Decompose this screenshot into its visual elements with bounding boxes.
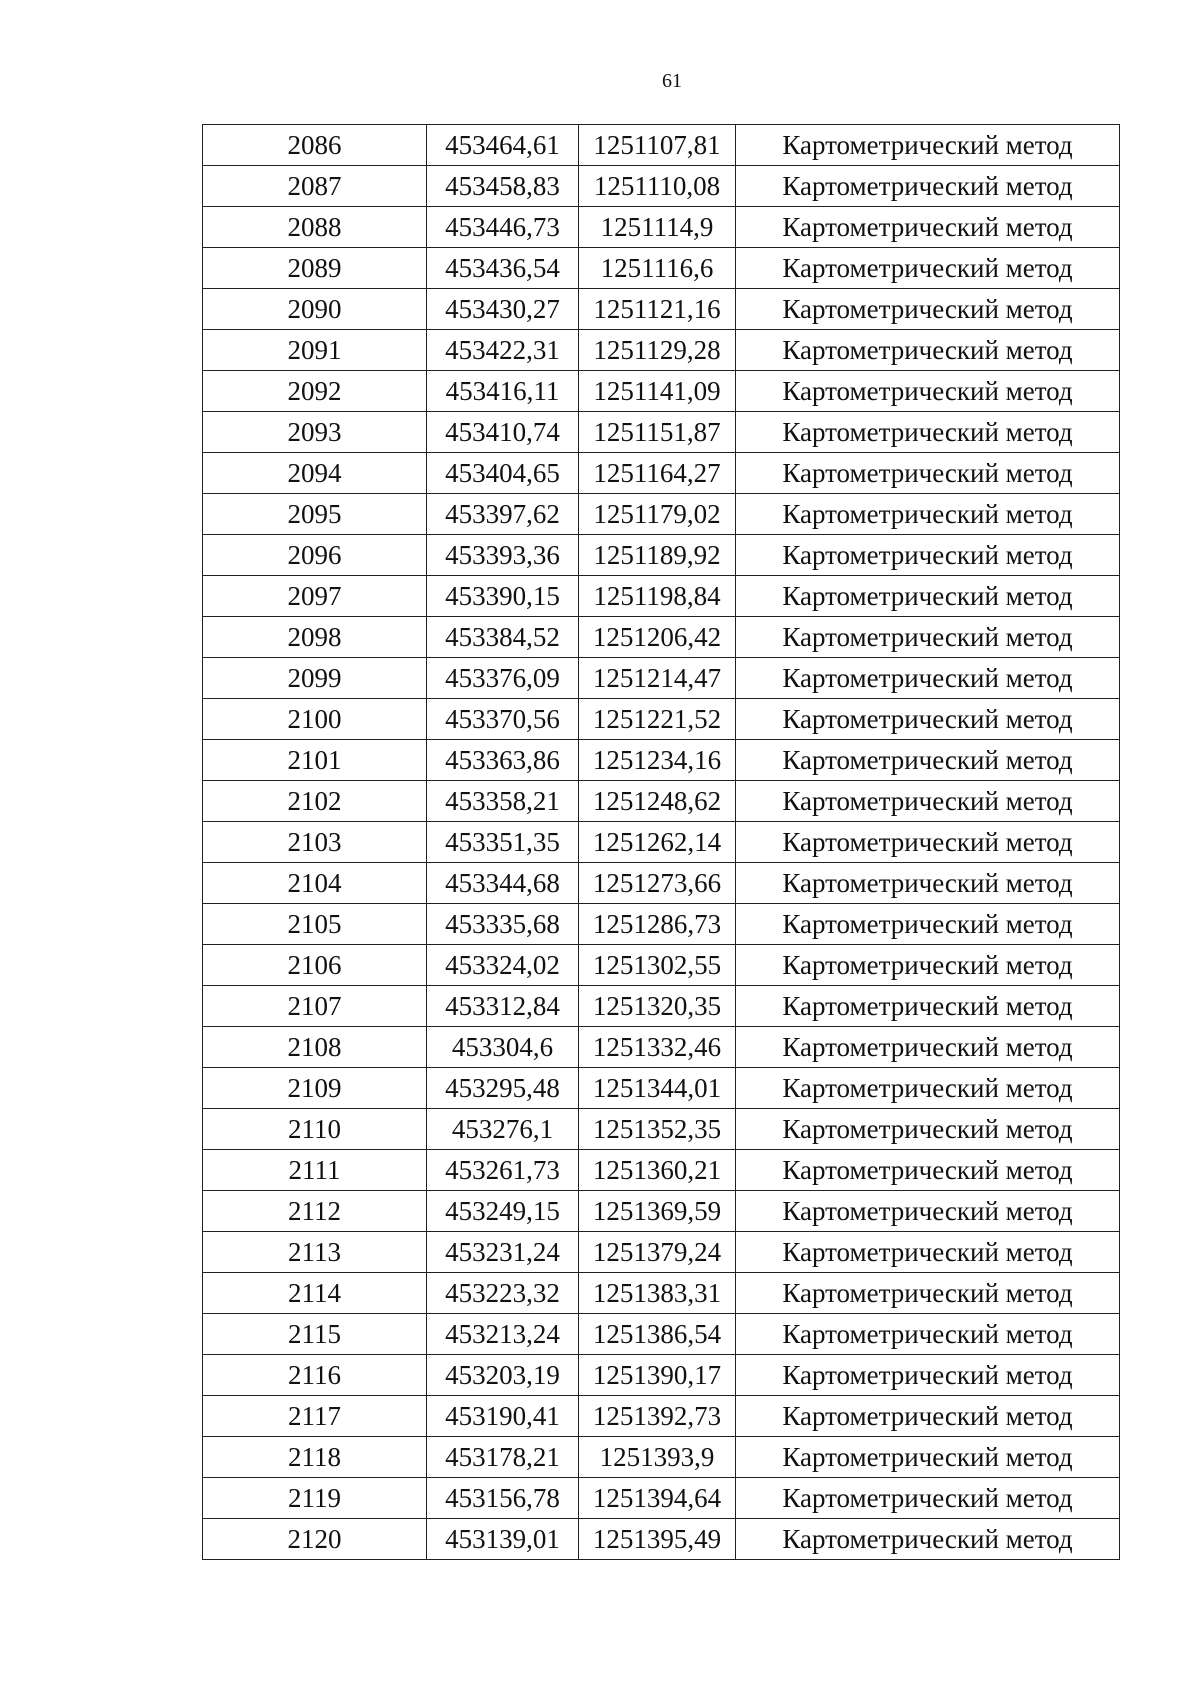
table-row: [203, 781, 1120, 822]
y-coordinate-cell: 1251129,28: [579, 330, 736, 371]
table-row: [203, 863, 1120, 904]
x-coordinate-cell: 453416,11: [427, 371, 579, 412]
x-coordinate-cell: 453410,74: [427, 412, 579, 453]
x-coordinate-cell: 453446,73: [427, 207, 579, 248]
table-row: [203, 371, 1120, 412]
method-cell: Картометрический метод: [736, 576, 1120, 617]
method-cell: Картометрический метод: [736, 494, 1120, 535]
y-coordinate-cell: 1251273,66: [579, 863, 736, 904]
x-coordinate-cell: 453344,68: [427, 863, 579, 904]
method-cell: Картометрический метод: [736, 289, 1120, 330]
method-cell: Картометрический метод: [736, 1109, 1120, 1150]
y-coordinate-cell: 1251392,73: [579, 1396, 736, 1437]
table-row: [203, 1191, 1120, 1232]
table-row: [203, 207, 1120, 248]
method-cell: Картометрический метод: [736, 863, 1120, 904]
table-row: [203, 1068, 1120, 1109]
method-cell: Картометрический метод: [736, 453, 1120, 494]
point-number-cell: 2112: [203, 1191, 427, 1232]
method-cell: Картометрический метод: [736, 822, 1120, 863]
x-coordinate-cell: 453422,31: [427, 330, 579, 371]
table-row: [203, 166, 1120, 207]
table-row: [203, 248, 1120, 289]
method-cell: Картометрический метод: [736, 1273, 1120, 1314]
method-cell: Картометрический метод: [736, 1478, 1120, 1519]
y-coordinate-cell: 1251286,73: [579, 904, 736, 945]
table-row: [203, 1027, 1120, 1068]
table-row: [203, 822, 1120, 863]
y-coordinate-cell: 1251344,01: [579, 1068, 736, 1109]
table-row: [203, 494, 1120, 535]
point-number-cell: 2091: [203, 330, 427, 371]
y-coordinate-cell: 1251110,08: [579, 166, 736, 207]
method-cell: Картометрический метод: [736, 371, 1120, 412]
method-cell: Картометрический метод: [736, 1519, 1120, 1560]
y-coordinate-cell: 1251394,64: [579, 1478, 736, 1519]
x-coordinate-cell: 453295,48: [427, 1068, 579, 1109]
table-row: [203, 1478, 1120, 1519]
method-cell: Картометрический метод: [736, 412, 1120, 453]
y-coordinate-cell: 1251121,16: [579, 289, 736, 330]
y-coordinate-cell: 1251234,16: [579, 740, 736, 781]
x-coordinate-cell: 453156,78: [427, 1478, 579, 1519]
y-coordinate-cell: 1251390,17: [579, 1355, 736, 1396]
y-coordinate-cell: 1251383,31: [579, 1273, 736, 1314]
point-number-cell: 2118: [203, 1437, 427, 1478]
method-cell: Картометрический метод: [736, 1232, 1120, 1273]
table-row: [203, 658, 1120, 699]
point-number-cell: 2094: [203, 453, 427, 494]
method-cell: Картометрический метод: [736, 330, 1120, 371]
table-row: [203, 535, 1120, 576]
y-coordinate-cell: 1251320,35: [579, 986, 736, 1027]
table-row: [203, 699, 1120, 740]
x-coordinate-cell: 453178,21: [427, 1437, 579, 1478]
method-cell: Картометрический метод: [736, 617, 1120, 658]
method-cell: Картометрический метод: [736, 166, 1120, 207]
table-row: [203, 1109, 1120, 1150]
table-row: [203, 617, 1120, 658]
y-coordinate-cell: 1251198,84: [579, 576, 736, 617]
point-number-cell: 2115: [203, 1314, 427, 1355]
point-number-cell: 2116: [203, 1355, 427, 1396]
x-coordinate-cell: 453223,32: [427, 1273, 579, 1314]
x-coordinate-cell: 453190,41: [427, 1396, 579, 1437]
point-number-cell: 2093: [203, 412, 427, 453]
point-number-cell: 2101: [203, 740, 427, 781]
y-coordinate-cell: 1251352,35: [579, 1109, 736, 1150]
point-number-cell: 2107: [203, 986, 427, 1027]
table-row: [203, 412, 1120, 453]
table-row: [203, 1273, 1120, 1314]
method-cell: Картометрический метод: [736, 945, 1120, 986]
point-number-cell: 2106: [203, 945, 427, 986]
method-cell: Картометрический метод: [736, 699, 1120, 740]
method-cell: Картометрический метод: [736, 740, 1120, 781]
y-coordinate-cell: 1251379,24: [579, 1232, 736, 1273]
x-coordinate-cell: 453363,86: [427, 740, 579, 781]
table-row: [203, 945, 1120, 986]
x-coordinate-cell: 453358,21: [427, 781, 579, 822]
method-cell: Картометрический метод: [736, 1027, 1120, 1068]
y-coordinate-cell: 1251189,92: [579, 535, 736, 576]
table-row: [203, 1314, 1120, 1355]
y-coordinate-cell: 1251206,42: [579, 617, 736, 658]
method-cell: Картометрический метод: [736, 1191, 1120, 1232]
x-coordinate-cell: 453261,73: [427, 1150, 579, 1191]
table-row: [203, 1437, 1120, 1478]
method-cell: Картометрический метод: [736, 658, 1120, 699]
x-coordinate-cell: 453351,35: [427, 822, 579, 863]
y-coordinate-cell: 1251369,59: [579, 1191, 736, 1232]
y-coordinate-cell: 1251248,62: [579, 781, 736, 822]
table-row: [203, 576, 1120, 617]
point-number-cell: 2096: [203, 535, 427, 576]
x-coordinate-cell: 453335,68: [427, 904, 579, 945]
method-cell: Картометрический метод: [736, 1437, 1120, 1478]
x-coordinate-cell: 453436,54: [427, 248, 579, 289]
table-row: [203, 1355, 1120, 1396]
coordinates-table: [202, 124, 1120, 1560]
method-cell: Картометрический метод: [736, 781, 1120, 822]
x-coordinate-cell: 453464,61: [427, 125, 579, 166]
x-coordinate-cell: 453370,56: [427, 699, 579, 740]
point-number-cell: 2100: [203, 699, 427, 740]
x-coordinate-cell: 453249,15: [427, 1191, 579, 1232]
y-coordinate-cell: 1251214,47: [579, 658, 736, 699]
point-number-cell: 2097: [203, 576, 427, 617]
method-cell: Картометрический метод: [736, 986, 1120, 1027]
point-number-cell: 2088: [203, 207, 427, 248]
point-number-cell: 2114: [203, 1273, 427, 1314]
x-coordinate-cell: 453430,27: [427, 289, 579, 330]
x-coordinate-cell: 453390,15: [427, 576, 579, 617]
table-row: [203, 125, 1120, 166]
x-coordinate-cell: 453376,09: [427, 658, 579, 699]
point-number-cell: 2120: [203, 1519, 427, 1560]
method-cell: Картометрический метод: [736, 207, 1120, 248]
x-coordinate-cell: 453404,65: [427, 453, 579, 494]
point-number-cell: 2113: [203, 1232, 427, 1273]
table-row: [203, 740, 1120, 781]
x-coordinate-cell: 453231,24: [427, 1232, 579, 1273]
x-coordinate-cell: 453304,6: [427, 1027, 579, 1068]
y-coordinate-cell: 1251116,6: [579, 248, 736, 289]
x-coordinate-cell: 453393,36: [427, 535, 579, 576]
point-number-cell: 2092: [203, 371, 427, 412]
table-row: [203, 1150, 1120, 1191]
y-coordinate-cell: 1251179,02: [579, 494, 736, 535]
x-coordinate-cell: 453384,52: [427, 617, 579, 658]
x-coordinate-cell: 453312,84: [427, 986, 579, 1027]
coordinates-table-body: [203, 125, 1120, 1560]
table-row: [203, 330, 1120, 371]
x-coordinate-cell: 453458,83: [427, 166, 579, 207]
point-number-cell: 2104: [203, 863, 427, 904]
point-number-cell: 2102: [203, 781, 427, 822]
point-number-cell: 2105: [203, 904, 427, 945]
table-row: [203, 1396, 1120, 1437]
y-coordinate-cell: 1251107,81: [579, 125, 736, 166]
method-cell: Картометрический метод: [736, 1355, 1120, 1396]
y-coordinate-cell: 1251332,46: [579, 1027, 736, 1068]
method-cell: Картометрический метод: [736, 125, 1120, 166]
x-coordinate-cell: 453139,01: [427, 1519, 579, 1560]
y-coordinate-cell: 1251141,09: [579, 371, 736, 412]
x-coordinate-cell: 453203,19: [427, 1355, 579, 1396]
point-number-cell: 2095: [203, 494, 427, 535]
x-coordinate-cell: 453324,02: [427, 945, 579, 986]
y-coordinate-cell: 1251262,14: [579, 822, 736, 863]
point-number-cell: 2089: [203, 248, 427, 289]
point-number-cell: 2087: [203, 166, 427, 207]
table-row: [203, 986, 1120, 1027]
y-coordinate-cell: 1251164,27: [579, 453, 736, 494]
method-cell: Картометрический метод: [736, 1150, 1120, 1191]
y-coordinate-cell: 1251395,49: [579, 1519, 736, 1560]
method-cell: Картометрический метод: [736, 904, 1120, 945]
point-number-cell: 2103: [203, 822, 427, 863]
table-row: [203, 1232, 1120, 1273]
page-number: 61: [662, 70, 682, 92]
method-cell: Картометрический метод: [736, 1314, 1120, 1355]
table-row: [203, 289, 1120, 330]
y-coordinate-cell: 1251393,9: [579, 1437, 736, 1478]
y-coordinate-cell: 1251386,54: [579, 1314, 736, 1355]
method-cell: Картометрический метод: [736, 1068, 1120, 1109]
table-row: [203, 1519, 1120, 1560]
point-number-cell: 2090: [203, 289, 427, 330]
x-coordinate-cell: 453276,1: [427, 1109, 579, 1150]
method-cell: Картометрический метод: [736, 1396, 1120, 1437]
point-number-cell: 2109: [203, 1068, 427, 1109]
x-coordinate-cell: 453213,24: [427, 1314, 579, 1355]
point-number-cell: 2108: [203, 1027, 427, 1068]
method-cell: Картометрический метод: [736, 535, 1120, 576]
y-coordinate-cell: 1251114,9: [579, 207, 736, 248]
y-coordinate-cell: 1251221,52: [579, 699, 736, 740]
point-number-cell: 2119: [203, 1478, 427, 1519]
point-number-cell: 2086: [203, 125, 427, 166]
point-number-cell: 2099: [203, 658, 427, 699]
y-coordinate-cell: 1251151,87: [579, 412, 736, 453]
point-number-cell: 2110: [203, 1109, 427, 1150]
point-number-cell: 2098: [203, 617, 427, 658]
point-number-cell: 2117: [203, 1396, 427, 1437]
method-cell: Картометрический метод: [736, 248, 1120, 289]
table-row: [203, 904, 1120, 945]
table-row: [203, 453, 1120, 494]
x-coordinate-cell: 453397,62: [427, 494, 579, 535]
y-coordinate-cell: 1251302,55: [579, 945, 736, 986]
y-coordinate-cell: 1251360,21: [579, 1150, 736, 1191]
point-number-cell: 2111: [203, 1150, 427, 1191]
